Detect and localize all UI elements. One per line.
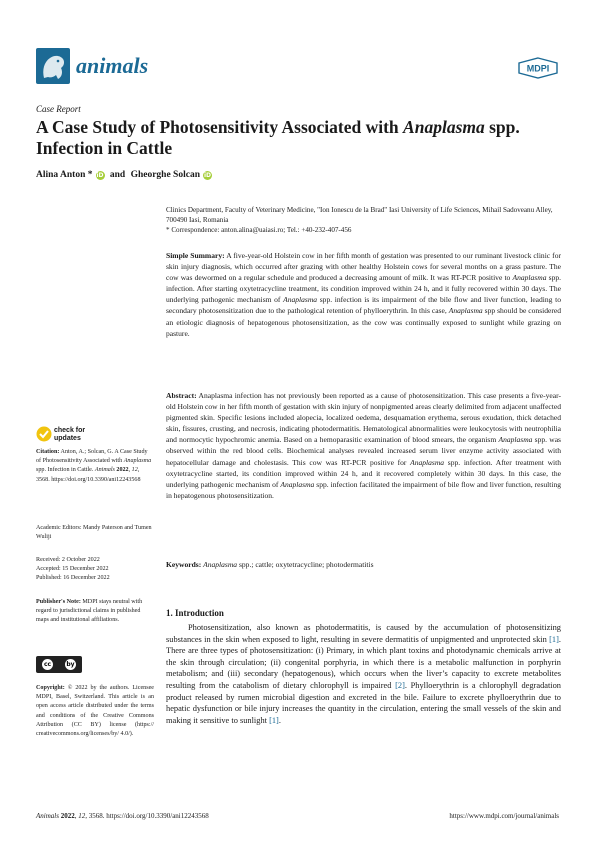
- genus-name: Anaplasma: [410, 457, 445, 467]
- note-text: MDPI stays neutral with regard to jurisdictional claims in published maps and institutional affiliations.: [36, 599, 143, 624]
- cc-icon: cc: [43, 661, 52, 668]
- title-part: spp. Infection in Cattle: [36, 117, 520, 158]
- summary-text: spp. infection is its impairment of the bile flow and liver function, leading to secondary photosensitization due to the pathological retention of phylloerythrin. In this case,: [166, 295, 561, 316]
- abstract-text: Anaplasma infection has not previously been reported as a cause of photosensitization. This case presents a five-year-old Holstein cow in her fifth month of gestation with skin injury of nonpigmented areas clearly delimited from adjacent unaffected pigmented skin. Specific lesions included alopecia, localized oedema, desquamation erythema, serous exudation, thick detached skin, fissures, crusting, and necrosis, indicating photodermatitis. Hematological abnormalities were leukocytosis with neutrophilia and normocytic hypochromic anemia. Based on a hemoparasitic examination of blood smears, the organism: [166, 391, 561, 445]
- affiliation: Clinics Department, Faculty of Veterinary Medicine, "Ion Ionescu de la Brad" Iasi University of Life Sciences, Mihail Sadoveanu Alley, 700490 Iasi, Romania: [166, 206, 553, 224]
- reference-link[interactable]: [1]: [269, 715, 279, 725]
- check-for-updates-label[interactable]: [54, 427, 85, 443]
- article-title: [36, 117, 556, 159]
- genus-name: Anaplasma: [498, 435, 533, 445]
- journal-name[interactable]: animals: [76, 53, 149, 78]
- published-date: Published: 16 December 2022: [36, 575, 110, 582]
- journal-logo: [36, 48, 70, 84]
- author-name[interactable]: Gheorghe Solcan: [130, 170, 200, 180]
- footer-url[interactable]: https://www.mdpi.com/journal/animals: [449, 812, 559, 820]
- genus-name: Anaplasma: [280, 479, 315, 489]
- footer-doi[interactable]: 3568. https://doi.org/10.3390/ani12243568: [86, 812, 209, 820]
- summary-text: A five-year-old Holstein cow in her fifth month of gestation was presented to our ruminant livestock clinic for skin injury diagnosis, which occurred after grazing with other healthy Holstein cows for several months on a grass pasture. The cow was dewormed on a regular schedule and produced a decreasing amount of milk. It was RT-PCR positive to: [166, 251, 561, 283]
- citation-text: spp. Infection in Cattle.: [36, 467, 95, 474]
- citation-doi[interactable]: 3568. https://doi.org/10.3390/ani12243568: [36, 476, 141, 483]
- summary-label: Simple Summary:: [166, 251, 225, 260]
- check-label-line: check for: [54, 427, 86, 434]
- citation-label: Citation:: [36, 449, 60, 455]
- copyright-block: [36, 684, 154, 739]
- correspondence: * Correspondence: anton.alina@uaiasi.ro; Tel.: +40-232-407-456: [166, 226, 352, 234]
- orcid-icon[interactable]: iD: [96, 171, 104, 179]
- intro-text: .: [278, 715, 281, 725]
- abstract-text: spp. was observed within the red blood cells. Biochemical analyses revealed increased serum liver enzyme activity associated with hepatocellular damage and cholestasis. This cow was RT-PCR positive for: [166, 435, 561, 467]
- publisher-note: [36, 598, 154, 626]
- author-list: [36, 170, 212, 180]
- dates-block: [36, 556, 154, 584]
- abstract-label: Abstract:: [166, 391, 197, 400]
- publisher-text: MDPI: [526, 63, 550, 74]
- citation-year: 2022: [114, 467, 129, 474]
- keywords-label: Keywords:: [166, 560, 202, 569]
- intro-text: . There are three types of photosensitization: (i) Primary, in which plant toxins and photodynamic chemicals arrive at the skin through circulation; (ii) congenital porphyria, in which there is a metabolic malfunction in porphyrin metabolism; and (iii) secondary (hepatogenous), which occurs when the liver’s capacity to excrete metabolites resulting from the catabolism of dietary chlorophyll is impaired: [166, 634, 561, 690]
- citation-block: [36, 448, 154, 485]
- animal-silhouette-icon: [36, 48, 70, 84]
- title-genus: Anaplasma: [403, 117, 485, 137]
- author-connector: and: [107, 170, 128, 180]
- footer-citation: [36, 812, 209, 820]
- section-heading: 1. Introduction: [166, 608, 224, 618]
- check-for-updates-button[interactable]: [36, 426, 52, 442]
- accepted-date: Accepted: 15 December 2022: [36, 566, 109, 573]
- citation-volume: , 12,: [128, 467, 140, 474]
- mdpi-logo-icon: [517, 57, 559, 79]
- summary-text: spp. infection. After starting oxytetracycline treatment, its condition improved within 24 h, and it fully recovered within 30 days. The underlying pathogenic mechanism of: [166, 273, 561, 305]
- copyright-text: © 2022 by the authors. Licensee MDPI, Basel, Switzerland. This article is an open access article distributed under the terms and conditions of the Creative Commons Attribution (CC BY) license (https:// creativecommons.org/licenses/by/ 4.0/).: [36, 685, 154, 738]
- check-label-line: updates: [54, 435, 81, 442]
- affiliation-block: [166, 205, 561, 235]
- footer-journal: Animals: [36, 812, 59, 820]
- article-type: Case Report: [36, 104, 81, 114]
- title-part: A Case Study of Photosensitivity Associated with: [36, 117, 404, 137]
- author-name[interactable]: Alina Anton *: [36, 170, 93, 180]
- simple-summary: [166, 250, 561, 339]
- note-label: Publisher's Note:: [36, 599, 81, 605]
- introduction-paragraph: [166, 622, 561, 726]
- academic-editors: Academic Editors: Mandy Paterson and Tumen Wuliji: [36, 525, 152, 541]
- reference-link[interactable]: [2]: [395, 680, 405, 690]
- check-updates-icon: [36, 426, 52, 442]
- genus-name: Anaplasma: [123, 458, 152, 465]
- copyright-label: Copyright:: [36, 685, 65, 691]
- intro-text: Photosensitization, also known as photodermatitis, is caused by the accumulation of photosensitizing substances in the skin when exposed to light, resulting in severe dermatitis of unpigmented and unprotected skin: [166, 623, 561, 644]
- genus-name: Anaplasma: [283, 295, 318, 305]
- abstract: [166, 390, 561, 501]
- footer-year: 2022: [58, 812, 75, 820]
- reference-link[interactable]: [1]: [549, 634, 559, 644]
- genus-name: Anaplasma: [512, 273, 547, 283]
- keywords: [166, 559, 561, 570]
- citation-journal: Animals: [94, 467, 115, 474]
- citation-text: Anton, A.; Solcan, G. A Case Study of Photosensitivity Associated with: [36, 449, 148, 465]
- summary-text: spp should be considered an etiologic diagnosis of hepatogenous photosensitization, as the cow was continually exposed to sunlight while grazing on pasture.: [166, 306, 561, 338]
- intro-text: . Phylloerythrin is a chlorophyll degradation product released by rumen microbial digestion and excreted in the bile. Failure to excrete phylloerythrin due to hepatic dysfunction or bile injury increases the quantity in the circulation, entering the small vessels of the skin and making it sensitive to sunlight: [166, 680, 561, 725]
- abstract-text: spp. infection. After treatment with oxytetracycline started, its condition improved within 24 h, and it recovered completely within 30 days. In this case, the underlying pathogenic mechanism of: [166, 457, 562, 489]
- publisher-logo[interactable]: [517, 57, 559, 79]
- by-icon: by: [66, 661, 75, 668]
- orcid-icon[interactable]: iD: [203, 171, 211, 179]
- footer-volume: , 12,: [74, 812, 87, 820]
- genus-name: Anaplasma: [203, 560, 238, 569]
- genus-name: Anaplasma: [448, 306, 483, 316]
- keywords-text: spp.; cattle; oxytetracycline; photodermatitis: [237, 560, 374, 569]
- abstract-text: spp. infection facilitated the impairment of bile flow and liver function, resulting in hepatogenous photosensitization.: [166, 479, 561, 500]
- cc-license-badge[interactable]: [36, 656, 82, 673]
- received-date: Received: 2 October 2022: [36, 557, 100, 563]
